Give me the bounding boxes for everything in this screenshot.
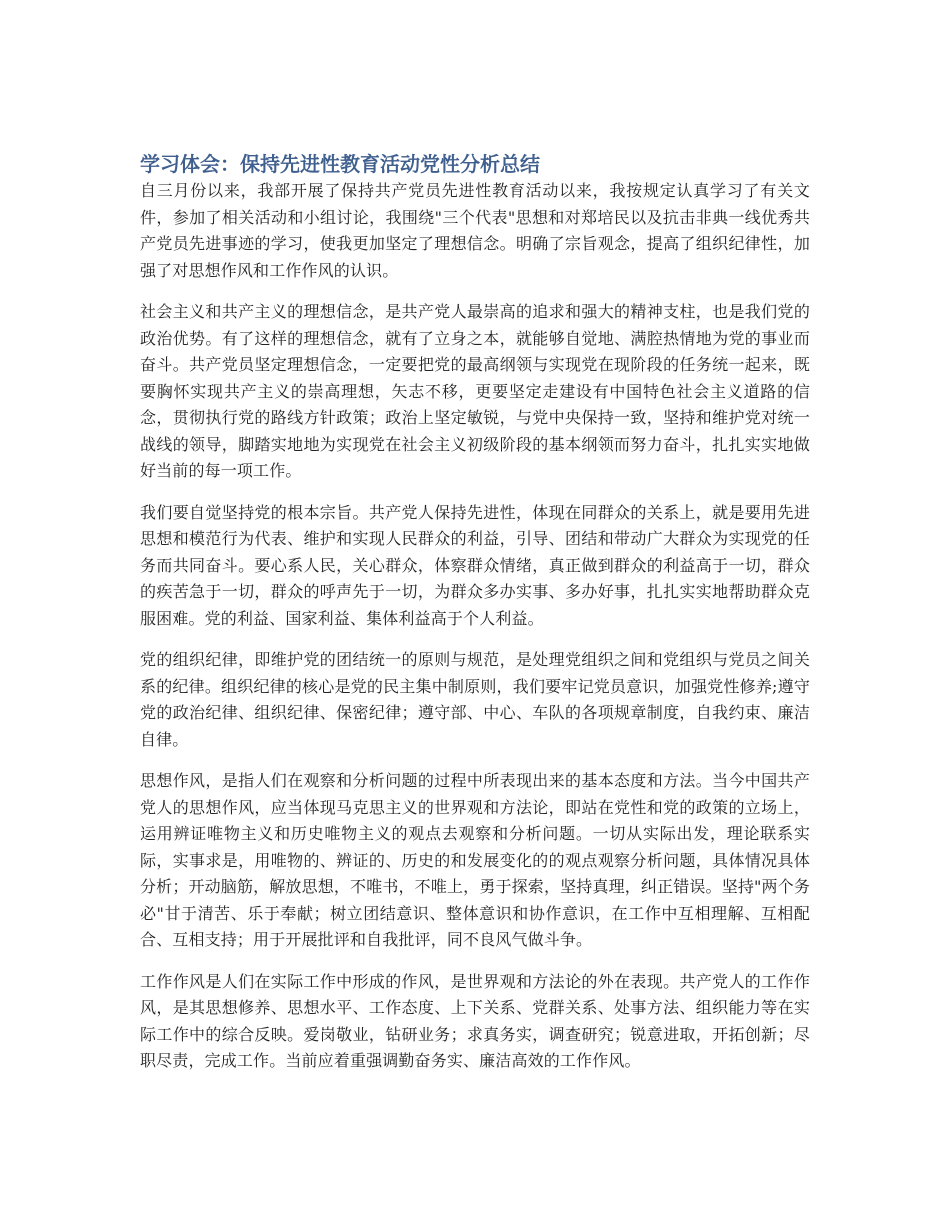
paragraph-purpose: 我们要自觉坚持党的根本宗旨。共产党人保持先进性，体现在同群众的关系上，就是要用先进思想和模范行为代表、维护和实现人民群众的利益，引导、团结和带动广大群众为实现党的任务而共同奋斗。要心系人民，关心群众，体察群众情绪，真正做到群众的利益高于一切，群众的疾苦急于一切，群众的呼声先于一切，为群众多办实事、多办好事，扎扎实实地帮助群众克服困难。党的利益、国家利益、集体利益高于个人利益。 [140,502,810,628]
paragraph-discipline: 党的组织纪律，即维护党的团结统一的原则与规范，是处理党组织之间和党组织与党员之间关系的纪律。组织纪律的核心是党的民主集中制原则，我们要牢记党员意识，加强党性修养;遵守党的政治纪律、组织纪律、保密纪律；遵守部、中心、车队的各项规章制度，自我约束、廉洁自律。 [140,650,810,749]
paragraph-ideals: 社会主义和共产主义的理想信念，是共产党人最崇高的追求和强大的精神支柱，也是我们党的政治优势。有了这样的理想信念，就有了立身之本，就能够自觉地、满腔热情地为党的事业而奋斗。共产党员坚定理想信念，一定要把党的最高纲领与实现党在现阶段的任务统一起来，既要胸怀实现共产主义的崇高理想，矢志不移，更要坚定走建设有中国特色社会主义道路的信念，贯彻执行党的路线方针政策；政治上坚定敏锐，与党中央保持一致，坚持和维护党对统一战线的领导，脚踏实地地为实现党在社会主义初级阶段的基本纲领而努力奋斗，扎扎实实地做好当前的每一项工作。 [140,302,810,480]
paragraph-work-style: 工作作风是人们在实际工作中形成的作风，是世界观和方法论的外在表现。共产党人的工作作风，是其思想修养、思想水平、工作态度、上下关系、党群关系、处事方法、组织能力等在实际工作中的综合反映。爱岗敬业，钻研业务；求真务实，调查研究；锐意进取，开拓创新；尽职尽责，完成工作。当前应着重强调勤奋务实、廉洁高效的工作作风。 [140,971,810,1070]
paragraph-thinking-style: 思想作风，是指人们在观察和分析问题的过程中所表现出来的基本态度和方法。当今中国共产党人的思想作风，应当体现马克思主义的世界观和方法论，即站在党性和党的政策的立场上，运用辨证唯物主义和历史唯物主义的观点去观察和分析问题。一切从实际出发，理论联系实际，实事求是，用唯物的、辨证的、历史的和发展变化的的观点观察分析问题，具体情况具体分析；开动脑筋，解放思想，不唯书，不唯上，勇于探索，坚持真理，纠正错误。坚持"两个务必"甘于清苦、乐于奉献；树立团结意识、整体意识和协作意识，在工作中互相理解、互相配合、互相支持；用于开展批评和自我批评，同不良风气做斗争。 [140,771,810,949]
document-page [140,150,810,1090]
paragraph-intro: 自三月份以来，我部开展了保持共产党员先进性教育活动以来，我按规定认真学习了有关文件，参加了相关活动和小组讨论，我围绕"三个代表"思想和对郑培民以及抗击非典一线优秀共产党员先进事迹的学习，使我更加坚定了理想信念。明确了宗旨观念，提高了组织纪律性，加强了对思想作风和工作作风的认识。 [140,181,810,280]
document-title: 学习体会：保持先进性教育活动党性分析总结 [140,152,540,176]
